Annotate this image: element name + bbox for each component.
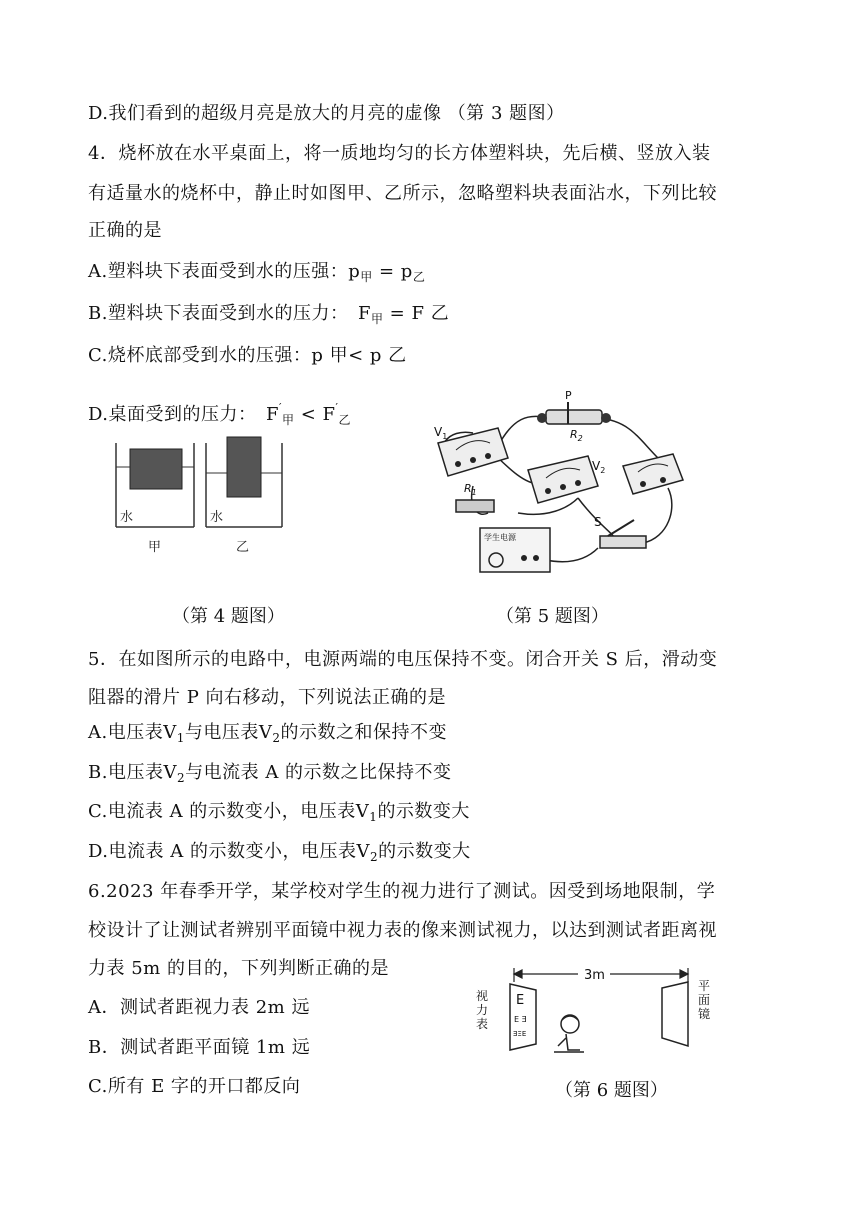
q5-caption: （第 5 题图） — [496, 606, 609, 627]
mirror-label — [698, 979, 710, 1021]
supply-label: 学生电源 — [484, 533, 516, 542]
water-label-left: 水 — [120, 510, 134, 525]
q6-option-c: C.所有 E 字的开口都反向 — [88, 1076, 301, 1097]
q4-caption: （第 4 题图） — [172, 606, 285, 627]
q4-stem-line-3: 正确的是 — [88, 220, 162, 241]
rheostat-r2 — [537, 402, 611, 424]
svg-text:E Ǝ: E Ǝ — [514, 1015, 527, 1024]
q5-option-c: C.电流表 A 的示数变小，电压表$V_1$的示数变大 — [88, 801, 470, 824]
q4-option-c: C.烧杯底部受到水的压强：p 甲< p 乙 — [88, 345, 407, 366]
q4-option-a: A.塑料块下表面受到水的压强：$p_甲 = p_乙$ — [88, 261, 426, 284]
q6-stem-line-2: 校设计了让测试者辨别平面镜中视力表的像来测试视力，以达到测试者距离视 — [88, 920, 717, 941]
distance-label: 3m — [584, 968, 605, 983]
svg-text:E: E — [516, 993, 525, 1008]
q6-stem-line-3: 力表 5m 的目的，下列判断正确的是 — [88, 958, 389, 979]
label-v2: $V_2$ — [592, 459, 606, 475]
voltmeter-v1 — [438, 428, 508, 476]
q3-option-d: D.我们看到的超级月亮是放大的月亮的虚像 （第 3 题图） — [88, 103, 565, 124]
svg-text:力: 力 — [476, 1003, 489, 1017]
block-horizontal — [130, 449, 182, 489]
label-jia: 甲 — [148, 540, 162, 555]
q4-beaker-figure — [100, 435, 300, 560]
q4-option-b: B.塑料块下表面受到水的压力： $F_甲 = F$ 乙 — [88, 303, 450, 326]
svg-text:ƎΞE: ƎΞE — [513, 1030, 527, 1038]
label-r1: $R_1$ — [464, 482, 477, 497]
ammeter-a — [623, 454, 683, 494]
q5-stem-line-1: 5．在如图所示的电路中，电源两端的电压保持不变。闭合开关 S 后，滑动变 — [88, 649, 718, 670]
svg-text:镜: 镜 — [698, 1007, 711, 1021]
q6-option-b: B．测试者距平面镜 1m 远 — [88, 1037, 311, 1058]
q4-option-d: D.桌面受到的压力： $F'_甲 < F'_乙$ — [88, 401, 352, 427]
svg-text:平: 平 — [698, 979, 711, 993]
block-vertical — [227, 437, 261, 497]
q5-option-b: B.电压表$V_2$与电流表 A 的示数之比保持不变 — [88, 762, 452, 785]
label-r2: $R_2$ — [570, 428, 583, 443]
q5-option-d: D.电流表 A 的示数变小，电压表$V_2$的示数变大 — [88, 841, 471, 864]
svg-text:视: 视 — [476, 989, 489, 1003]
q4-stem-line-1: 4．烧杯放在水平桌面上，将一质地均匀的长方体塑料块，先后横、竖放入装 — [88, 143, 711, 164]
label-p: P — [565, 389, 572, 402]
q6-stem-line-1: 6.2023 年春季开学，某学校对学生的视力进行了测试。因受到场地限制，学 — [88, 881, 716, 902]
label-yi: 乙 — [236, 540, 250, 555]
q6-eye-chart-figure — [470, 958, 730, 1068]
svg-text:表: 表 — [476, 1017, 489, 1031]
q5-circuit-figure — [428, 388, 688, 580]
q6-caption: （第 6 题图） — [555, 1080, 668, 1101]
chart-label — [476, 989, 488, 1031]
q4-stem-line-2: 有适量水的烧杯中，静止时如图甲、乙所示，忽略塑料块表面沾水，下列比较 — [88, 183, 717, 204]
student-figure — [554, 1015, 584, 1052]
q6-option-a: A．测试者距视力表 2m 远 — [88, 997, 310, 1018]
resistor-r1 — [456, 500, 494, 512]
water-label-right: 水 — [210, 510, 224, 525]
voltmeter-v2 — [528, 456, 598, 503]
eye-chart — [510, 984, 536, 1050]
label-v1: $V_1$ — [434, 425, 448, 441]
label-s: S — [594, 515, 602, 529]
svg-text:面: 面 — [698, 993, 711, 1007]
plane-mirror — [662, 982, 688, 1046]
q5-stem-line-2: 阻器的滑片 P 向右移动，下列说法正确的是 — [88, 687, 447, 708]
q5-option-a: A.电压表$V_1$与电压表$V_2$的示数之和保持不变 — [88, 722, 448, 745]
switch-s — [600, 520, 646, 548]
